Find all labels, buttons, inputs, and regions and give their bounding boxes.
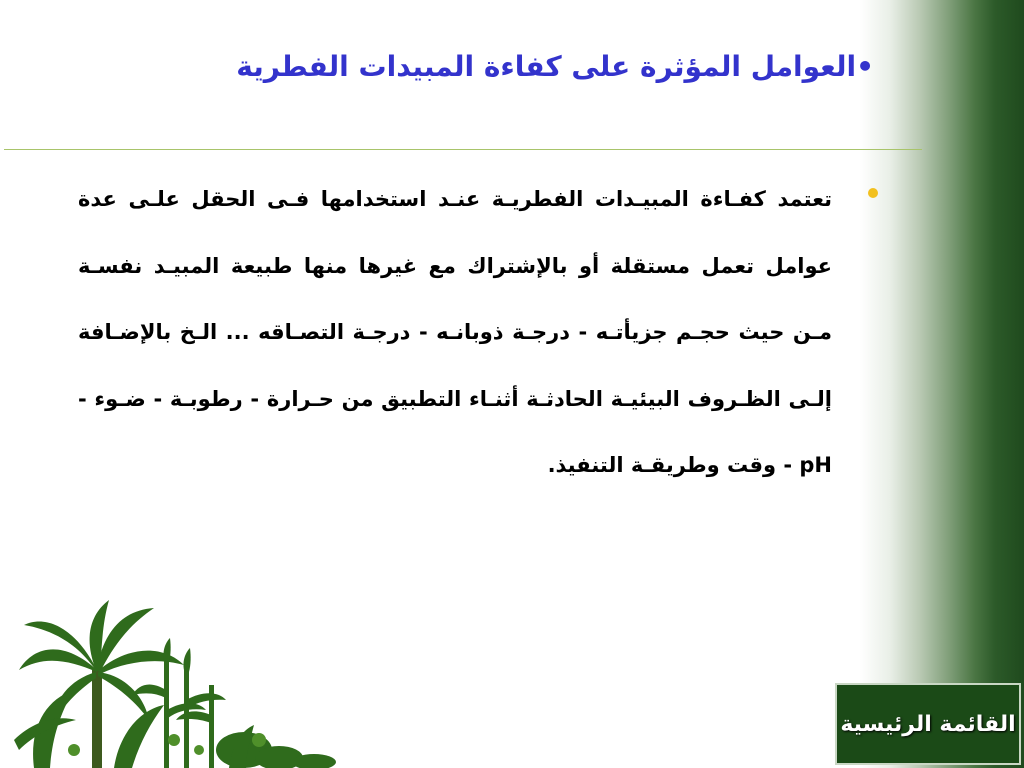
- main-menu-label: القائمة الرئيسية: [840, 711, 1016, 737]
- slide-body-text: تعتمد كفـاءة المبيـدات الفطريـة عنـد استخدامها فـى الحقل علـى عدة عوامل تعمل مستقلة أو بالإشتراك مع غيرها منها طبيعة المبيـد نفسـة مـن حيث حجـم جزيأتـه - درجـة ذوبانـه - درجـة التصـاقه ... الـخ بالإضـافة إلـى الظـروف البيئيـة الحادثـة أثنـاء التطبيق من حـرارة - رطوبـة - ضـوء - pH - وقت وطريقـة التنفيذ.: [78, 187, 832, 478]
- title-divider: [4, 149, 922, 150]
- main-menu-button[interactable]: [835, 683, 1021, 765]
- slide-title: •العوامل المؤثرة على كفاءة المبيدات الفطرية: [236, 50, 874, 83]
- tropical-plants-icon: [14, 600, 344, 768]
- bullet-dot-icon: [868, 188, 878, 198]
